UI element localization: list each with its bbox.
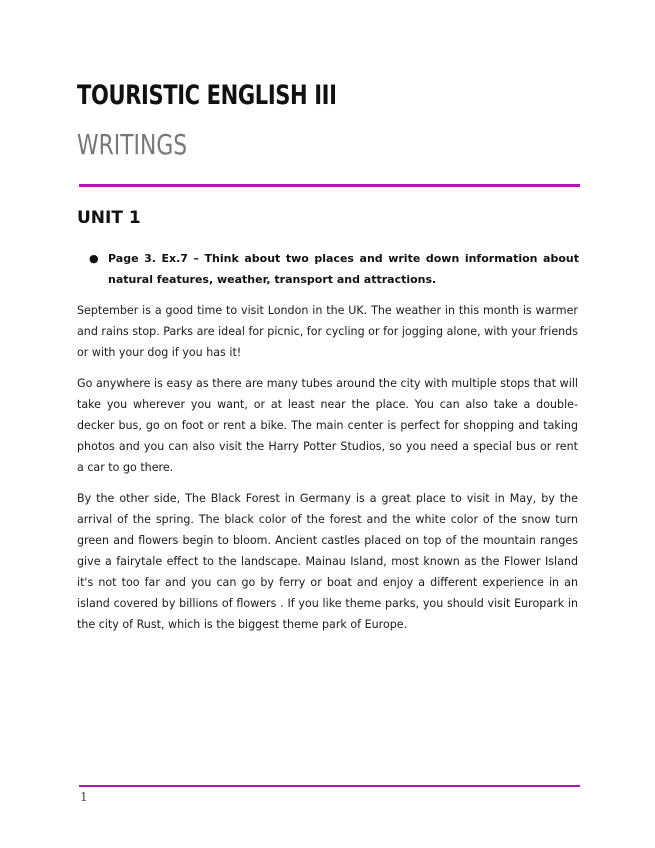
exercise-instruction: Page 3. Ex.7 – Think about two places and write down information about natural features, weather, transport and attractions. [108,252,579,286]
exercise-item [77,248,579,290]
paragraph-black-forest: By the other side, The Black Forest in Germany is a great place to visit in May, by the arrival of the spring. The black color of the forest and the white color of the snow turn green and flowers begin to bloom. Ancient castles placed on top of the mountain ranges give a fairytale effect to the landscape. Mainau Island, most known as the Flower Island it's not too far and you can go by ferry or boat and enjoy a different experience in an island covered by billions of flowers . If you like theme parks, you should visit Europark in the city of Rust, which is the biggest theme park of Europe. [77,492,578,631]
paragraph-london: September is a good time to visit London in the UK. The weather in this month is warmer and rains stop. Parks are ideal for picnic, for cycling or for jogging alone, with your friends or with your dog if you has it! [77,304,578,359]
document-subtitle: WRITINGS [77,128,188,161]
header-divider [79,184,580,187]
exercise-list [77,248,579,290]
document-title: TOURISTIC ENGLISH III [77,80,337,111]
page-number: 1 [80,790,88,804]
writing-body [77,300,578,645]
bullet-icon: ● [89,252,99,265]
unit-heading: UNIT 1 [77,208,141,228]
footer-divider [79,785,580,787]
paragraph-london-transport: Go anywhere is easy as there are many tubes around the city with multiple stops that will take you wherever you want, or at least near the place. You can also take a double-decker bus, go on foot or rent a bike. The main center is perfect for shopping and taking photos and you can also visit the Harry Potter Studios, so you need a special bus or rent a car to go there. [77,377,578,474]
